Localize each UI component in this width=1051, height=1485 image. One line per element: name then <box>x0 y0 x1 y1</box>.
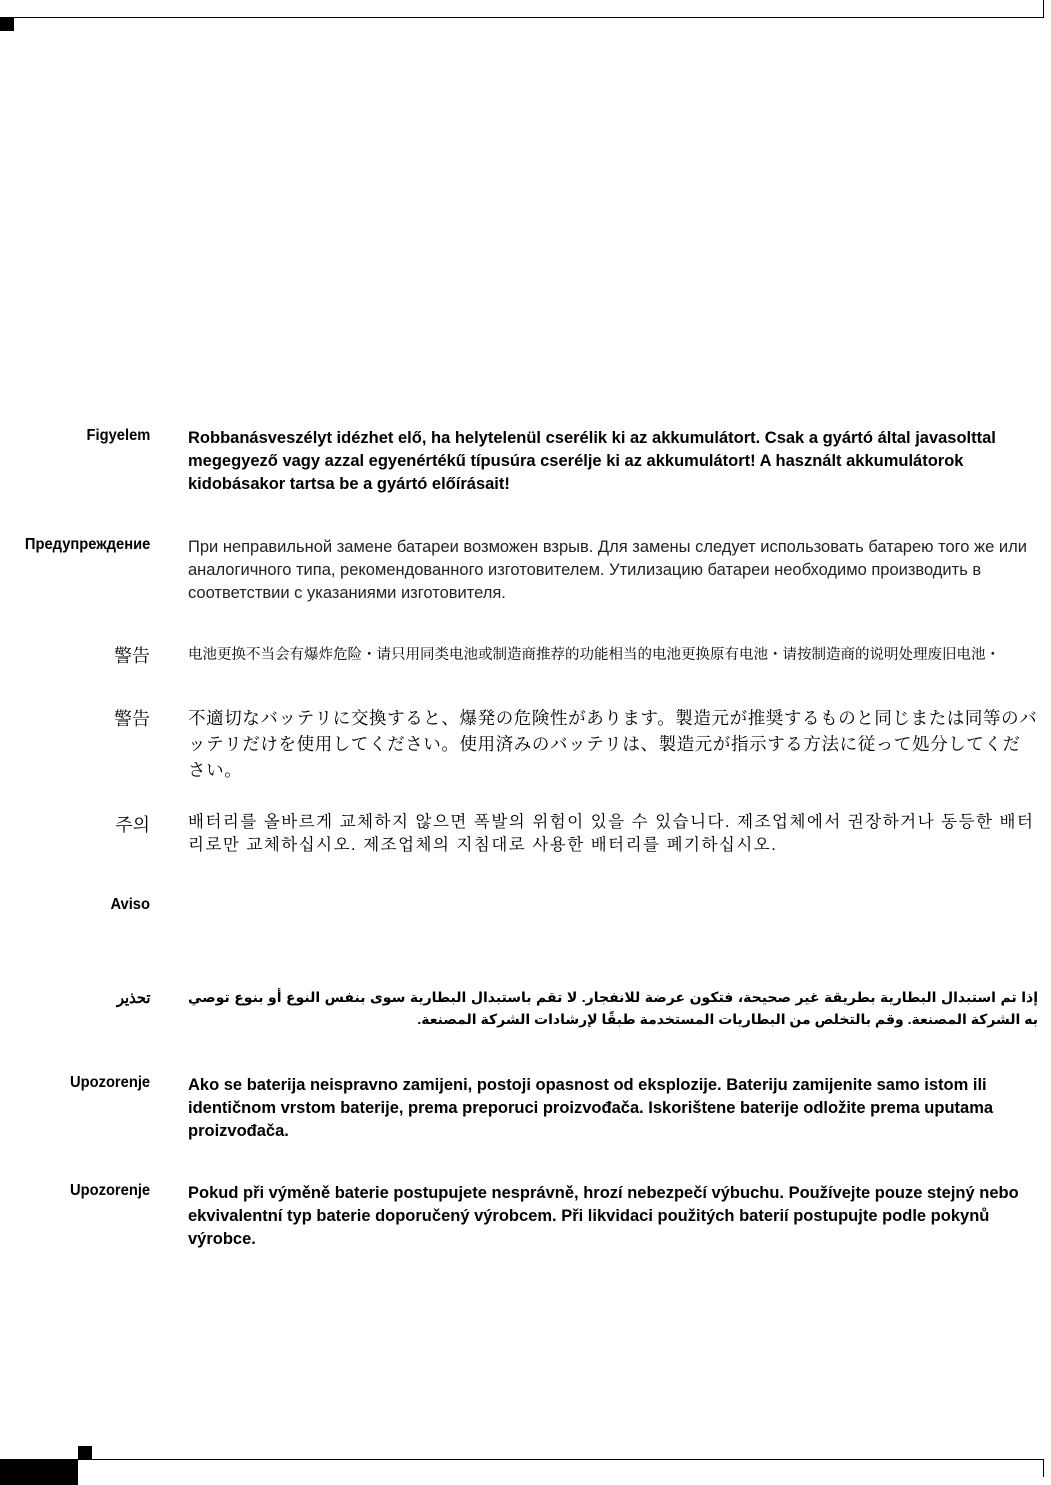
warning-label: 주의 <box>115 815 150 835</box>
warning-text: 电池更换不当会有爆炸危险・请只用同类电池或制造商推荐的功能相当的电池更换原有电池・请按制造商的说明处理废旧电池・ <box>188 647 1000 663</box>
warning-text: 不適切なバッテリに交換すると、爆発の危険性があります。製造元が推奨するものと同じまたは同等のバッテリだけを使用してください。使用済みのバッテリは、製造元が指示する方法に従って処分してください。 <box>188 708 1038 780</box>
footer-rule-end <box>1043 1459 1044 1477</box>
header-marker <box>0 18 14 31</box>
warning-text: 배터리를 올바르게 교체하지 않으면 폭발의 위험이 있을 수 있습니다. 제조업체에서 권장하거나 동등한 배터리로만 교체하십시오. 제조업체의 지침대로 사용한 배터리를 폐기하십시오. <box>188 813 1035 854</box>
warning-label: Upozorenje <box>69 1182 150 1199</box>
warning-label: Upozorenje <box>69 1074 150 1091</box>
warning-label: 警告 <box>114 646 150 666</box>
warning-text: Pokud při výměně baterie postupujete nesprávně, hrozí nebezpečí výbuchu. Používejte pouze stejný nebo ekvivalentní typ baterie doporučený výrobcem. Při likvidaci použitých baterií postupujte podle pokynů výrobce. <box>188 1184 1019 1248</box>
warning-label: Предупреждение <box>24 536 150 553</box>
footer-rule <box>78 1459 1044 1460</box>
footer-tab <box>0 1459 78 1485</box>
warning-label: Aviso <box>110 896 150 913</box>
warning-label: تحذير <box>116 990 150 1007</box>
warning-text: إذا تم استبدال البطارية بطريقة غير صحيحة، فتكون عرضة للانفجار. لا تقم باستبدال البطارية سوى بنفس النوع أو بنوع توصي به الشركة المصنعة. وقم بالتخلص من البطاريات المستخدمة طبقًا لإرشادات الشركة المصنعة. <box>188 989 1038 1027</box>
warning-text: Robbanásveszélyt idézhet elő, ha helytelenül cserélik ki az akkumulátort. Csak a gyártó által javasolttal megegyező vagy azzal egyenértékű típusúra cserélje ki az akkumulátort! A használt akkumulátorok kidobásakor tartsa be a gyártó előírásait! <box>188 429 996 493</box>
warning-label: 警告 <box>114 709 150 729</box>
warning-text: При неправильной замене батареи возможен взрыв. Для замены следует использовать батарею того же или аналогичного типа, рекомендованного изготовителем. Утилизацию батареи необходимо производить в соответствии с указаниями изготовителя. <box>188 538 1027 602</box>
warning-label: Figyelem <box>86 427 150 444</box>
header-rule <box>0 17 1044 18</box>
footer-marker <box>78 1446 92 1459</box>
header-rule-end <box>1043 0 1044 18</box>
warning-text: Ako se baterija neispravno zamijeni, postoji opasnost od eksplozije. Bateriju zamijenite samo istom ili identičnom vrstom baterije, prema preporuci proizvođača. Iskorištene baterije odložite prema uputama proizvođača. <box>188 1076 994 1140</box>
